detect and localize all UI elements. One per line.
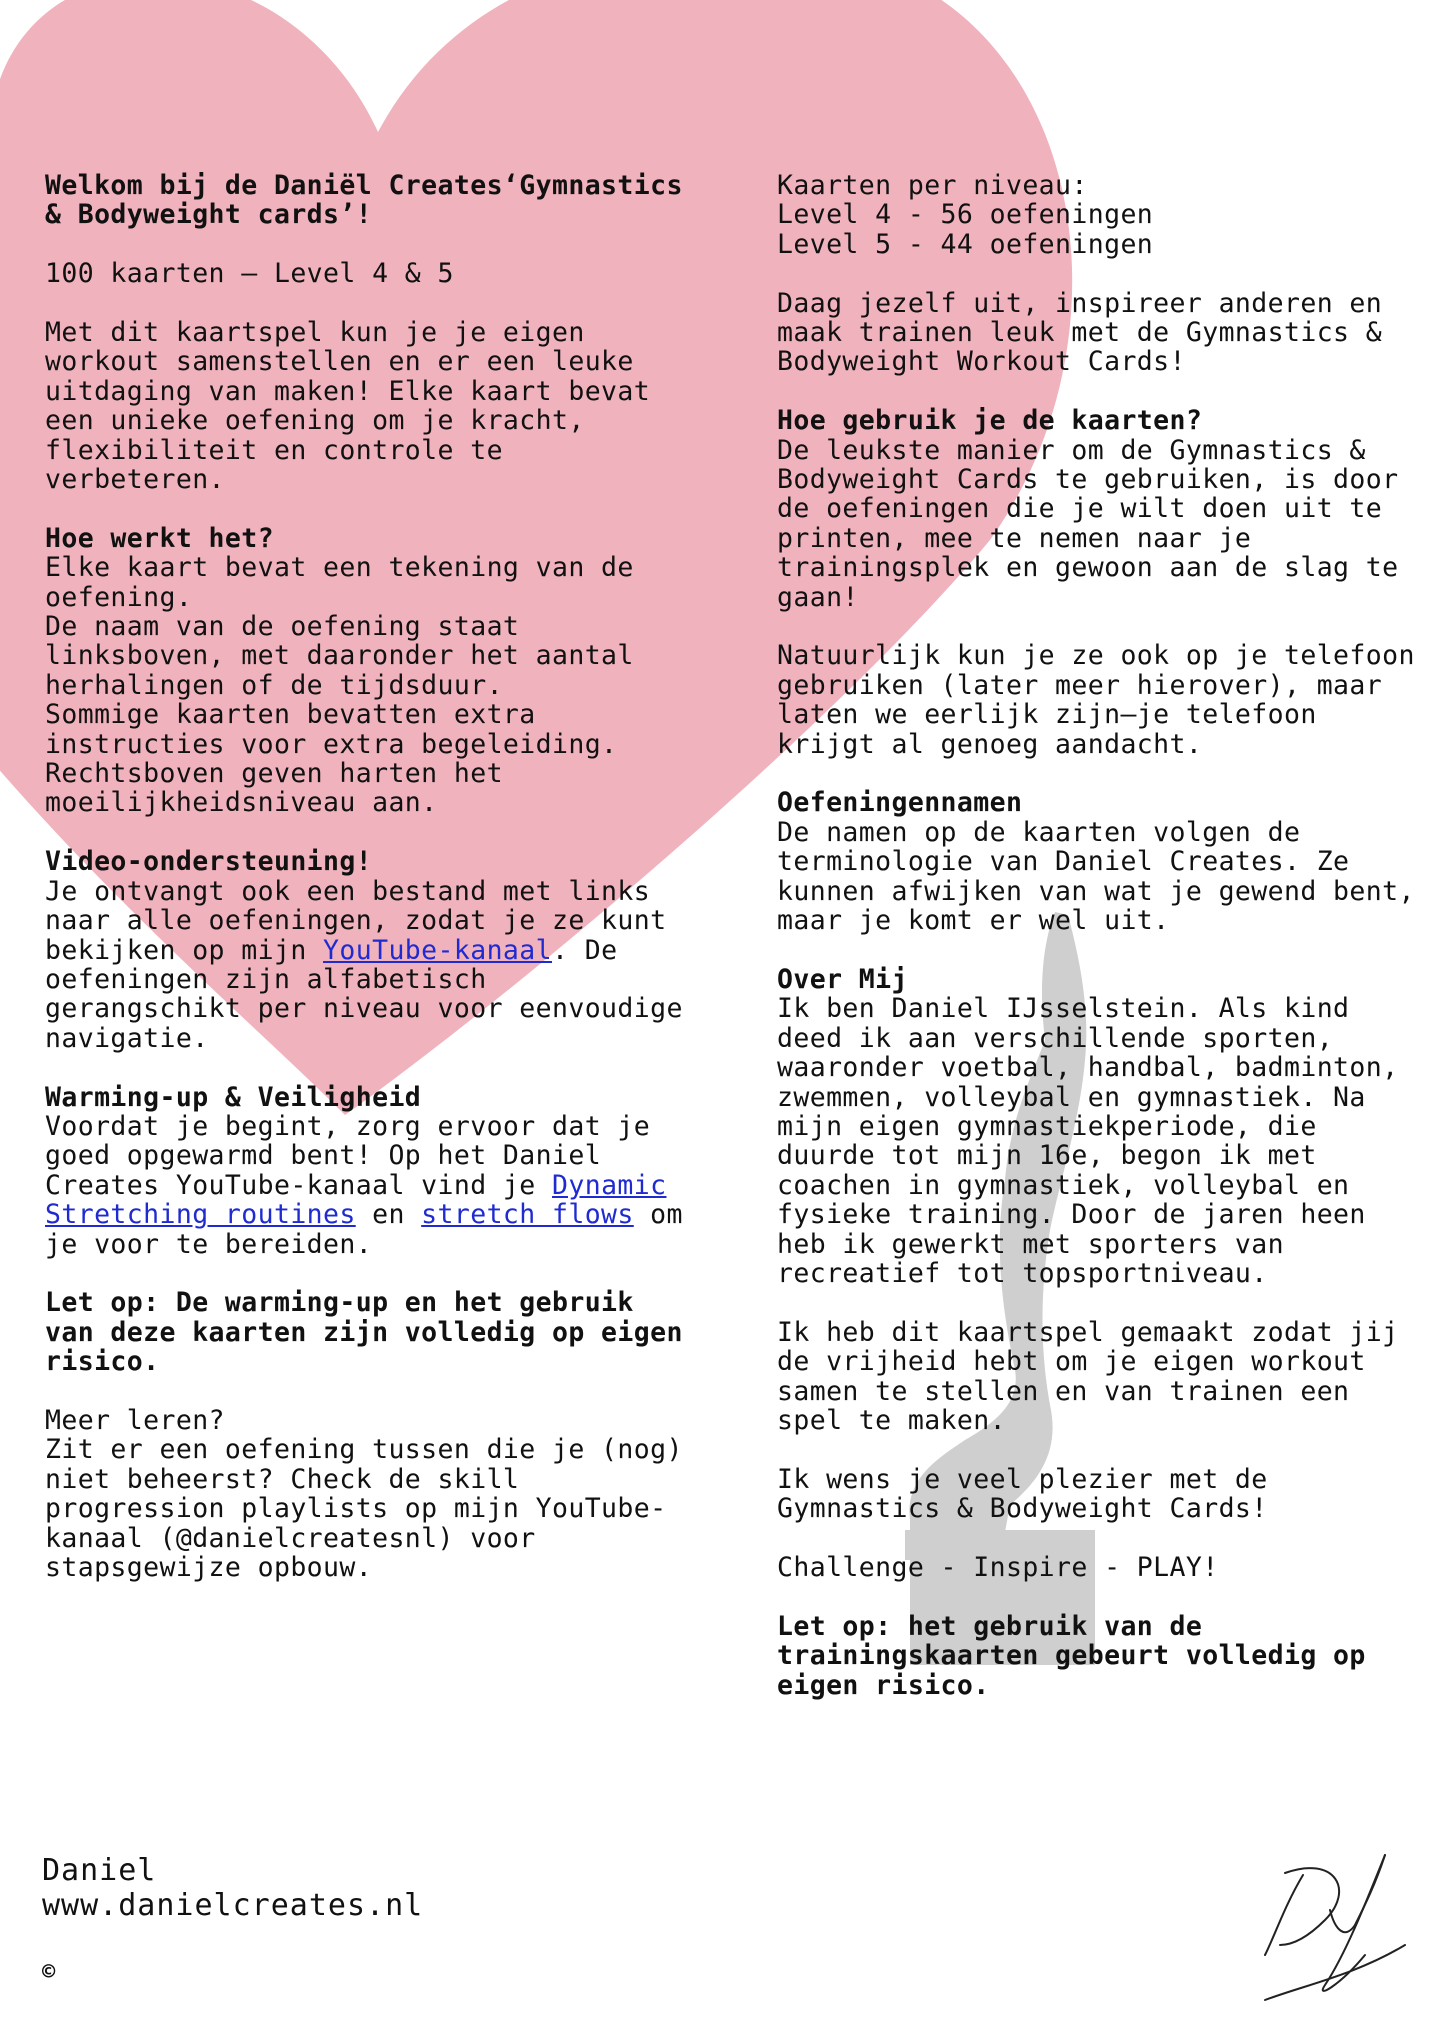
how-line: Sommige kaarten bevatten extra instructies voor extra begeleiding.	[45, 699, 618, 760]
dynamic-stretching-link[interactable]: Dynamic Stretching routines	[45, 1169, 667, 1231]
use-section	[777, 406, 1427, 612]
slogan: Challenge - Inspire - PLAY!	[777, 1551, 1219, 1583]
more-heading: Meer leren?	[45, 1404, 225, 1436]
how-line: Rechtsboven geven harten het moeilijkheidsniveau aan.	[45, 758, 503, 819]
warmup-section	[45, 1083, 695, 1259]
level-line: Level 4 - 56 oefeningen	[777, 199, 1154, 231]
warmup-text: Voordat je begint, zorg ervoor dat je goed opgewarmd bent! Op het Daniel Creates YouTube-kanaal vind je	[45, 1110, 651, 1201]
about-heading: Over Mij	[777, 963, 908, 995]
warmup-text-mid: en	[355, 1199, 422, 1231]
how-line: De naam van de oefening staat linksboven, met daaronder het aantal herhalingen of de tijdsduur.	[45, 611, 634, 701]
more-section	[45, 1406, 695, 1582]
video-text-end: . De oefeningen zijn alfabetisch gerangschikt per niveau voor eenvoudige navigatie.	[45, 934, 683, 1054]
levels-section	[777, 171, 1427, 259]
challenge-text: Daag jezelf uit, inspireer anderen en maak trainen leuk met de Gymnastics & Bodyweight Workout Cards!	[777, 287, 1383, 378]
right-column	[777, 171, 1427, 1729]
more-text: Zit er een oefening tussen die je (nog) niet beheerst? Check de skill progression playlists op mijn YouTube-kanaal (@danielcreatesnl) voor stapsgewijze opbouw.	[45, 1434, 683, 1583]
website-link[interactable]: www.danielcreates.nl	[42, 1888, 424, 1923]
wish-text: Ik wens je veel plezier met de Gymnastics & Bodyweight Cards!	[777, 1463, 1268, 1525]
names-heading: Oefeningennamen	[777, 787, 1023, 819]
video-heading: Video-ondersteuning!	[45, 846, 373, 878]
card-count: 100 kaarten – Level 4 & 5	[45, 258, 454, 290]
left-column	[45, 171, 695, 1612]
youtube-channel-link[interactable]: YouTube-kanaal	[323, 934, 552, 966]
how-heading: Hoe werkt het?	[45, 522, 274, 554]
phone-text: Natuurlijk kun je ze ook op je telefoon gebruiken (later meer hierover), maar laten we eerlijk zijn—je telefoon krijgt al genoeg aandacht.	[777, 640, 1415, 760]
levels-heading: Kaarten per niveau:	[777, 170, 1088, 201]
footer	[42, 1853, 423, 1923]
use-heading: Hoe gebruik je de kaarten?	[777, 405, 1203, 437]
video-section	[45, 847, 695, 1053]
intro-title: Welkom bij de Daniël Creates‘Gymnastics & Bodyweight cards’!	[45, 170, 683, 231]
about-text: Ik ben Daniel IJsselstein. Als kind deed ik aan verschillende sporten, waaronder voetbal, handbal, badminton, zwemmen, volleybal en gymnastiek. Na mijn eigen gymnastiekperiode, die duurde tot mijn 16e, begon ik met coachen in gymnastiek, volleybal en fysieke training. Door de jaren heen heb ik gewerkt met sporters van recreatief tot topsportniveau.	[777, 993, 1399, 1289]
how-line: Elke kaart bevat een tekening van de oefening.	[45, 552, 634, 613]
signature	[1245, 1835, 1425, 2015]
about-section	[777, 965, 1427, 1288]
how-section	[45, 524, 695, 818]
warmup-text-end: om je voor te bereiden.	[45, 1199, 683, 1260]
made-text: Ik heb dit kaartspel gemaakt zodat jij de vrijheid hebt om je eigen workout samen te stellen en van trainen een spel te maken.	[777, 1316, 1399, 1436]
author-name: Daniel	[42, 1853, 157, 1888]
intro-text: Met dit kaartspel kun je je eigen workout samenstellen en er een leuke uitdaging van maken! Elke kaart bevat een unieke oefening om je kracht, flexibiliteit en controle te verbeteren.	[45, 317, 651, 496]
names-text: De namen op de kaarten volgen de terminologie van Daniel Creates. Ze kunnen afwijken van wat je gewend bent, maar je komt er wel uit.	[777, 816, 1415, 937]
copyright-mark: ©	[42, 1960, 56, 1985]
names-section	[777, 788, 1427, 935]
warmup-warning: Let op: De warming-up en het gebruik van deze kaarten zijn volledig op eigen risico.	[45, 1287, 683, 1378]
usage-warning: Let op: het gebruik van de trainingskaarten gebeurt volledig op eigen risico.	[777, 1610, 1366, 1701]
use-text: De leukste manier om de Gymnastics & Bodyweight Cards te gebruiken, is door de oefeningen die je wilt doen uit te printen, mee te nemen naar je trainingsplek en gewoon aan de slag te gaan!	[777, 434, 1399, 613]
warmup-heading: Warming-up & Veiligheid	[45, 1081, 422, 1113]
level-line: Level 5 - 44 oefeningen	[777, 228, 1154, 260]
video-text: Je ontvangt ook een bestand met links naar alle oefeningen, zodat je ze kunt bekijken op mijn	[45, 875, 667, 966]
stretch-flows-link[interactable]: stretch flows	[421, 1199, 634, 1231]
